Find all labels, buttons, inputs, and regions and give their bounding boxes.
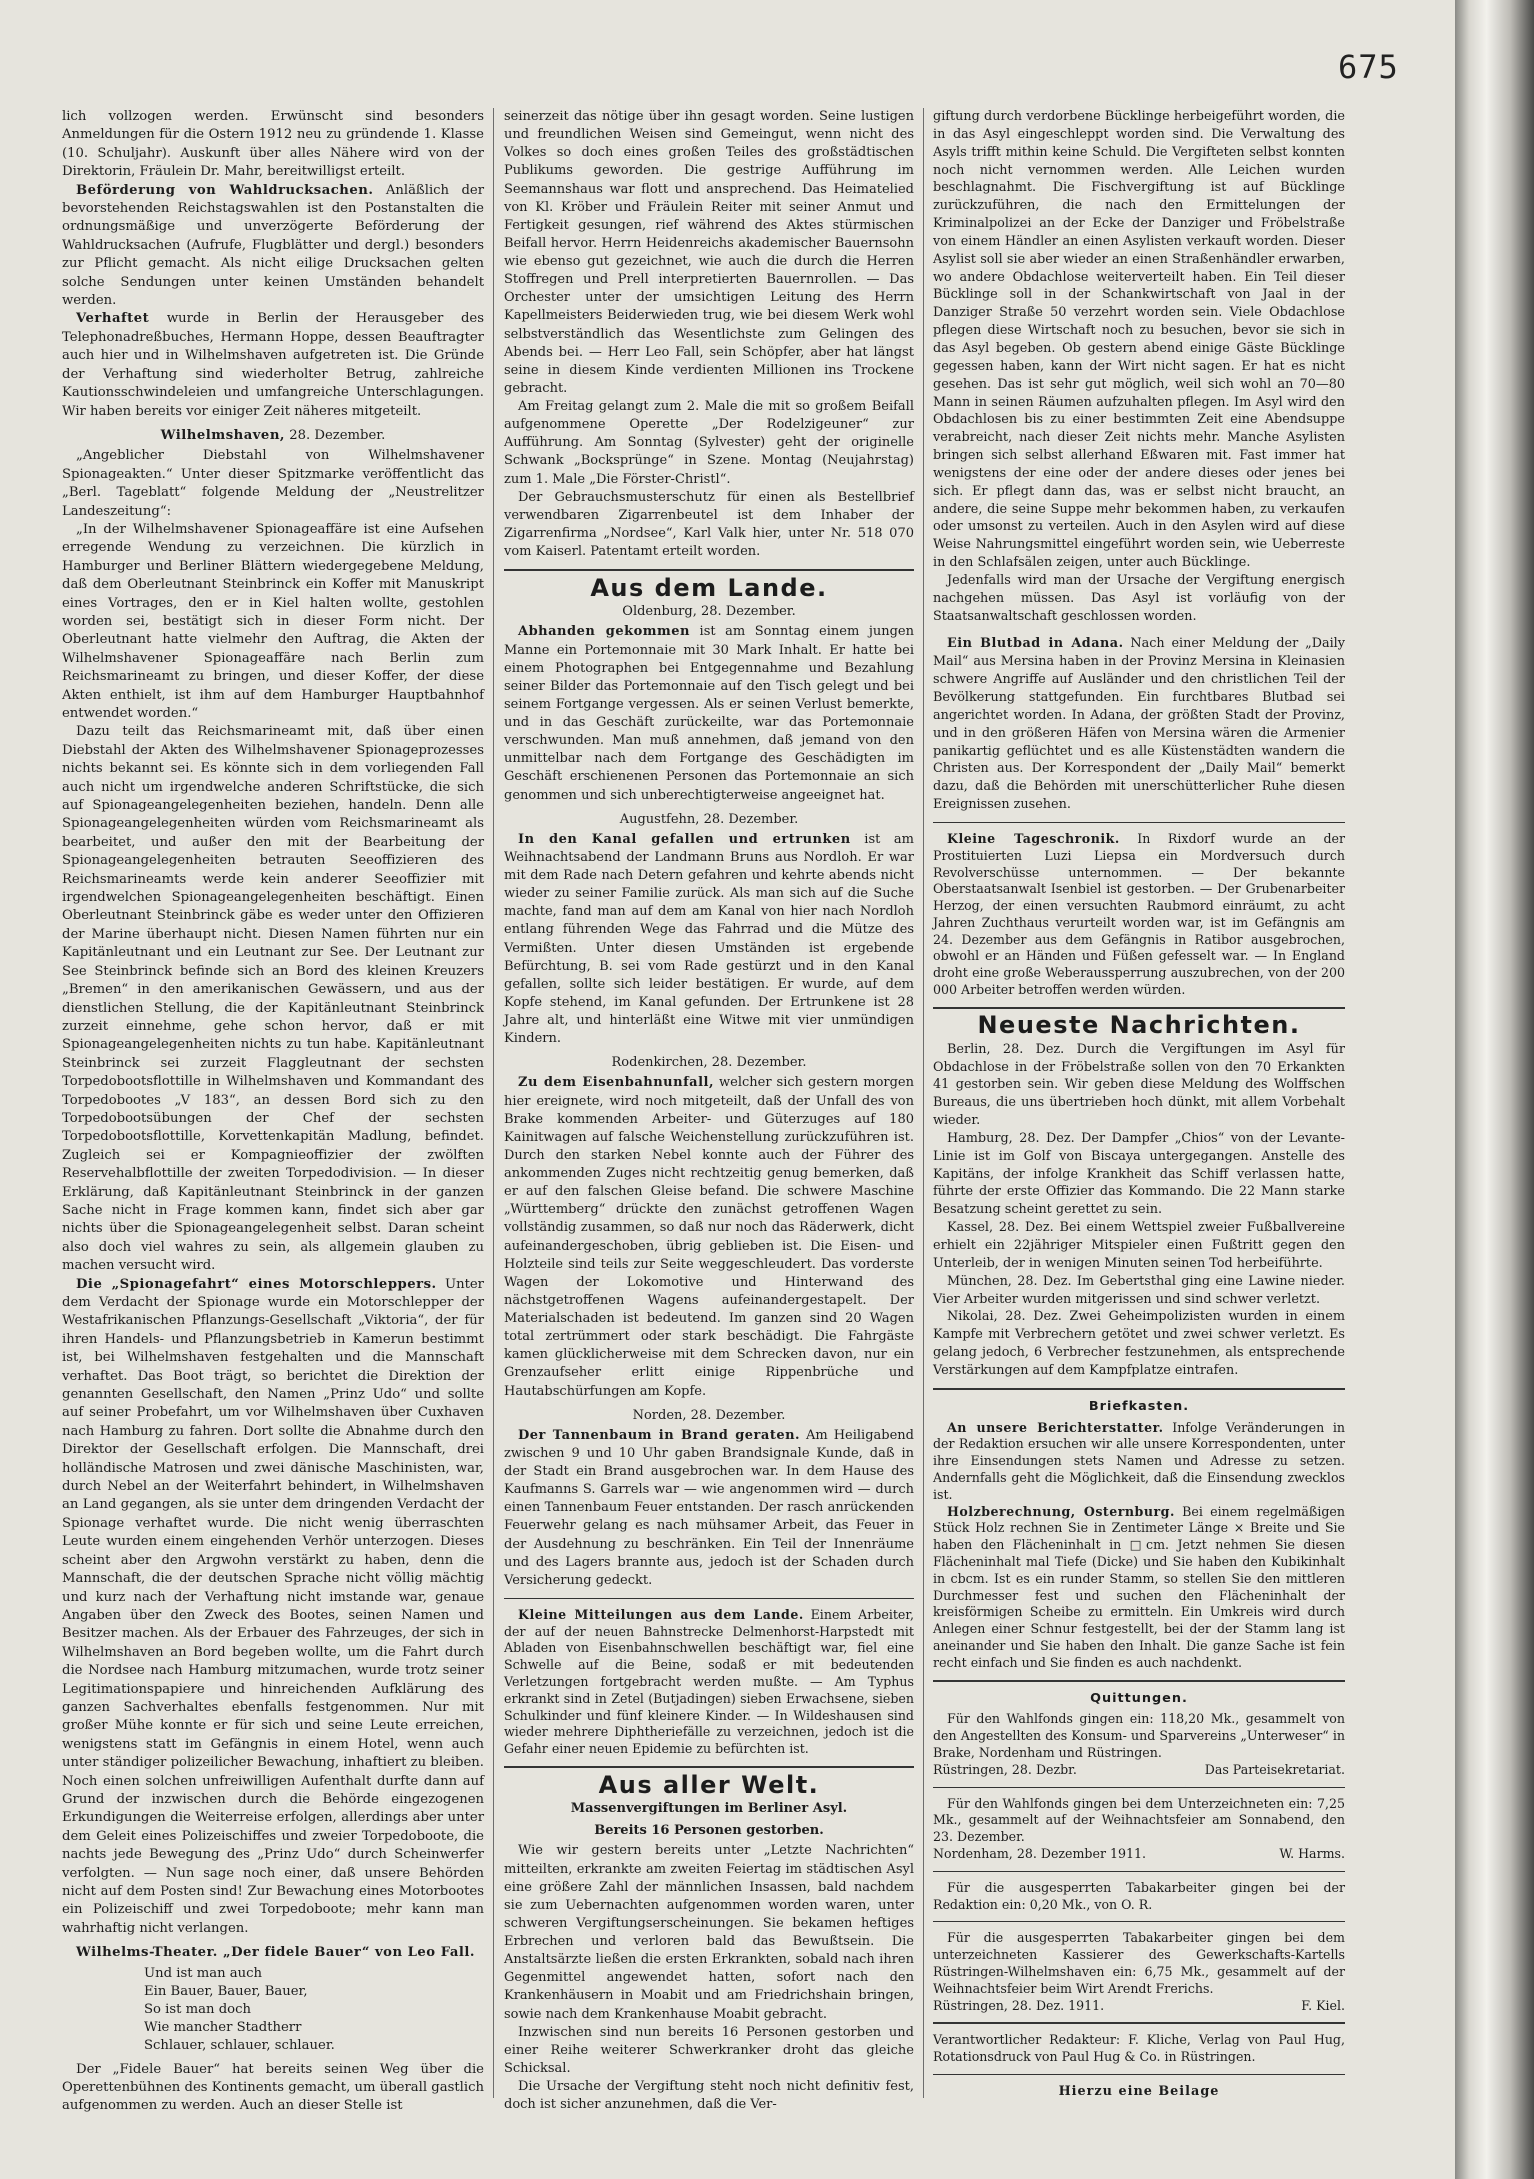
article-paragraph: Dazu teilt das Reichsmarineamt mit, daß über einen Diebstahl der Akten des Wilhelmshavener Spionageprozesses nichts bekannt sei. Es könnte sich in dem vorliegenden Fall auch nicht um irgendwelche anderen Schriftstücke, die sich auf Spionageangelegenheiten beziehen, handeln. Denn alle Spionageangelegenheiten würden vom Reichsmarineamt als bearbeitet, und außer den mit der Bearbeitung der Spionageangelegenheiten betrauten Seeoffizieren des Reichsmarineamts werde kein anderer Seeoffizier mit irgendwelchen Spionageangelegenheiten beschäftigt. Einen Oberleutnant Steinbrinck gäbe es weder unter den Offizieren der Marine überhaupt nicht. Diesen Namen führten nur ein Kapitänleutnant und ein Leutnant zur See. Der Leutnant zur See Steinbrinck befinde sich an Bord des kleinen Kreuzers „Bremen“ in den amerikanischen Gewässern, und aus der dienstlichen Stellung, die der Kapitänleutnant Steinbrinck zurzeit einnehme, gehe schon hervor, daß er mit Spionageangelegenheiten nichts zu tun habe. Kapitänleutnant Steinbrinck sei zurzeit Flaggleutnant der sechsten Torpedobootsflottille in Wilhelmshaven und Kommandant des Torpedobootes „V 183“, an dessen Bord sich zu den Torpedobootsübungen der Chef der sechsten Torpedobootsflottille, Korvettenkapitän Madlung, befindet. Zugleich sei er Kompagnieoffizier der zwölften Reservehalbflottille der zweiten Torpedodivision. — In dieser Erklärung, daß Kapitänleutnant Steinbrinck in der ganzen Sache nicht in Frage kommen kann, findet sich aber gar nichts über die Spionageangelegenheit selbst. Daran scheint also doch viel wahres zu sein, als allgemein glauben zu machen versucht wird. [62, 724, 484, 1274]
signature-name: Das Parteisekretariat. [1204, 1761, 1345, 1777]
verse-line: Ein Bauer, Bauer, Bauer, [144, 1983, 308, 1999]
signature-place: Nordenham, 28. Dezember 1911. [933, 1845, 1147, 1861]
article-text: Unter dem Verdacht der Spionage wurde ein Motorschlepper der Westafrikanischen Pflanzungs-Gesellschaft „Viktoria“, der für ihren Handels- und Pflanzungsbetrieb in Kamerun bestimmt ist, bei Wilhelmshaven festgehalten und die Mannschaft verhaftet. Das Boot trägt, so berichtet die Direktion der genannten Gesellschaft, den Namen „Prinz Udo“ und sollte auf seiner Probefahrt, um vor Wilhelmshaven über Cuxhaven nach Hamburg zu fahren. Dort sollte die Abnahme durch den Direktor der Gesellschaft erfolgen. Die Mannschaft, drei holländische Matrosen und zwei dänische Maschinisten, war, durch Nebel an der Weiterfahrt behindert, in Wilhelmshaven an Land gegangen, als sie unter dem dringenden Verdacht der Spionage verhaftet wurde. Die nicht wenig überraschten Leute wurden einem eingehenden Verhör unterzogen. Dieses scheint aber den Argwohn verstärkt zu haben, denn die Mannschaft, die der deutschen Sprache nicht völlig mächtig und kurz nach der Verhaftung nicht imstande war, genaue Angaben über den Zweck des Bootes, seinen Namen und Besitzer machen. Als der Erbauer des Fahrzeuges, der sich in Wilhelmshaven an Bord begeben wollte, um die Fahrt durch die Nordsee nach Hamburg mitzumachen, wurde trotz seiner Legitimationspapiere und hinreichenden Aufklärung des ganzen Sachverhaltes ebenfalls festgenommen. Nur mit großer Mühe konnte er für sich und seine Leute erreichen, wenigstens statt im Gefängnis in einem Hotel, wenn auch unter ständiger polizeilicher Bewachung, inhaftiert zu bleiben. Noch einen solchen unfreiwilligen Aufenthalt durfte dann auf Grund der inzwischen durch die Behörde eingezogenen Erkundigungen die Weiterreise erfolgen, allerdings aber unter dem Geleit eines Polizeischiffes und zweier Torpedoboote, die nachts jede Bewegung des „Prinz Udo“ durch Scheinwerfer verfolgten. — Nun sage noch einer, daß unsere Behörden nicht auf dem Posten sind! Zur Bewachung eines Motorbootes ein Polizeischiff und zwei Torpedoboote; mehr kann man wahrhaftig nicht verlangen. [62, 1276, 484, 1936]
article-paragraph: giftung durch verdorbene Bücklinge herbeigeführt worden, die in das Asyl eingeschleppt worden sind. Die Verwaltung des Asyls trifft mithin keine Schuld. Die Vergifteten selbst konnten noch nicht vernommen werden. Alle Leichen wurden beschlagnahmt. Die Fischvergiftung ist auf Bücklinge zurückzuführen, die nach den Ermittelungen der Kriminalpolizei an der Ecke der Danziger und Fröbelstraße von einem Händler an einen Asylisten verkauft worden. Dieser Asylist soll sie aber wieder an einen Straßenhändler erwarben, wo andere Obdachlose weiterverteilt haben. Ein Teil dieser Bücklinge soll in der Schankwirtschaft von Jaal in der Danziger Straße 50 verzehrt worden sein. Viele Obdachlose pflegen diese Wirtschaft noch zu besuchen, bevor sie sich in das Asyl begeben. Ob gestern abend einige Gäste Bücklinge gegessen haben, kann der Wirt nicht sagen. Er hat es nicht gesehen. Das ist sehr gut möglich, weil sich wohl an 70—80 Mann in seinen Räumen aufzuhalten pflegen. Im Asyl wird den Obdachlosen bis zu einer bestimmten Zeit eine Abendsuppe verabreicht, nach dieser Zeit nichts mehr. Manche Asylisten bringen sich selbst allerhand Eßwaren mit. Fast immer hat wenigstens der eine oder der andere dieses oder jenes bei sich. Er pflegt dann das, was er selbst nicht braucht, an andere, die seine Suppe mehr bekommen haben, zu verkaufen oder umsonst zu verteilen. Auch in den Asylen wird auf diese Weise Nahrungsmittel eingeführt worden sein, wie Ueberreste in den Schlafsälen zeigen, unter auch Bücklinge. [933, 109, 1345, 571]
section-divider [933, 1871, 1345, 1872]
section-divider [933, 1007, 1345, 1009]
article-lead: An unsere Berichterstatter. [947, 1419, 1164, 1435]
article-lead: Zu dem Eisenbahnunfall, [518, 1075, 714, 1091]
article-paragraph: Wie wir gestern bereits unter „Letzte Nachrichten“ mitteilten, erkrankte am zweiten Feiertag im städtischen Asyl eine größere Zahl der männlichen Insassen, bald nachdem sie zum Uebernachten aufgenommen worden waren, unter schweren Vergiftungserscheinungen. Sie bekamen heftiges Erbrechen und verloren bald das Bewußtsein. Die Anstaltsärzte ließen die ersten Erkrankten, sobald nach ihren Gegenmittel angewendet hatten, sofort nach den Krankenhäusern in Moabit und am Friedrichshain bringen, sowie nach dem Krankenhause Moabit gebracht. [504, 1843, 914, 2022]
article-lead: Die „Spionagefahrt“ eines Motorschleppers. [76, 1276, 437, 1292]
signature-place: Rüstringen, 28. Dezbr. [933, 1761, 1077, 1777]
section-heading: Neueste Nachrichten. [977, 1010, 1301, 1039]
dateline: Rodenkirchen, 28. Dezember. [611, 1055, 807, 1071]
dateline: Augustfehn, 28. Dezember. [619, 811, 799, 827]
article-headline: Massenvergiftungen im Berliner Asyl. [570, 1801, 848, 1817]
verse-line: Schlauer, schlauer, schlauer. [144, 2037, 335, 2053]
receipt-signature [933, 1846, 1345, 1863]
article-lead: Der Tannenbaum in Brand geraten. [518, 1427, 801, 1443]
article-lead: Holzberechnung, Osternburg. [947, 1503, 1175, 1519]
article-text: wurde in Berlin der Herausgeber des Telephonadreßbuches, Hermann Hoppe, dessen Beauftragter auch hier und in Wilhelmshaven aufgetreten ist. Die Gründe der Verhaftung sind wiederholter Betrug, zahlreiche Kautionsschwindeleien und umfangreiche Unterschlagungen. Wir haben bereits vor einiger Zeit näheres mitgeteilt. [62, 311, 484, 419]
article-paragraph [62, 182, 484, 311]
briefkasten-heading: Briefkasten. [1088, 1398, 1190, 1414]
article-paragraph [504, 1427, 914, 1590]
article-lead: Beförderung von Wahldrucksachen. [76, 182, 374, 198]
section-divider [933, 1921, 1345, 1922]
verse-line: So ist man doch [144, 2001, 251, 2017]
article-lead: Abhanden gekommen [518, 624, 691, 640]
article-paragraph [504, 831, 914, 1049]
article-paragraph: Am Freitag gelangt zum 2. Male die mit so großem Beifall aufgenommene Operette „Der Rodelzigeuner“ zur Aufführung. Am Sonntag (Sylvester) geht der originelle Schwank „Bocksprünge“ in Szene. Montag (Neujahrstag) zum 1. Male „Die Förster-Christl“. [504, 399, 914, 487]
section-divider [933, 1787, 1345, 1788]
article-text: welcher sich gestern morgen hier ereignete, wird noch mitgeteilt, daß der Unfall des von Brake kommenden Arbeiter- und Güterzuges auf 180 Kainitwagen auf falsche Weichenstellung zurückzuführen ist. Durch den starken Nebel konnte auch der Führer des ankommenden Zuges nicht rechtzeitig genug bemerken, daß er auf den falschen Gleise befand. Die schwere Maschine „Württemberg“ drückte den zunächst getroffenen Wagen vollständig zusammen, so daß nur noch das Räderwerk, dicht aufeinandergeschoben, übrig geblieben ist. Die Eisen- und Holzteile sind teils zur Seite weggeschleudert. Das vorderste Wagen der Lokomotive und Hinterwand des nächstgetroffenen Wagens aufeinandergestapelt. Der Materialschaden ist bedeutend. Im ganzen sind 20 Wagen total zertrümmert oder stark beschädigt. Die Fahrgäste kamen glücklicherweise mit dem Schrecken davon, nur ein Grenzaufseher erlitt einige Rippenbrüche und Hautabschürfungen am Kopfe. [504, 1075, 914, 1399]
article-paragraph: lich vollzogen werden. Erwünscht sind besonders Anmeldungen für die Ostern 1912 neu zu gründende 1. Klasse (10. Schuljahr). Auskunft über alles Nähere wird von der Direktorin, Fräulein Dr. Mahr, bereitwilligst erteilt. [62, 109, 484, 180]
section-divider [504, 1766, 914, 1768]
section-heading: Aus dem Lande. [590, 574, 828, 603]
signature-name: W. Harms. [1279, 1845, 1345, 1861]
article-paragraph: Der „Fidele Bauer“ hat bereits seinen Weg über die Operettenbühnen des Kontinents gemacht, um überall gastlich aufgenommen zu werden. Auch an dieser Stelle ist [62, 2061, 484, 2114]
article-subheadline: Bereits 16 Personen gestorben. [594, 1823, 824, 1839]
section-heading: Aus aller Welt. [598, 1771, 820, 1800]
article-paragraph [933, 635, 1345, 813]
briefkasten-item [933, 1420, 1345, 1504]
article-text: ist am Sonntag einem jungen Manne ein Portemonnaie mit 30 Mark Inhalt. Er hatte bei einem Photographen bei Entgegennahme und Bezahlung seiner Bilder das Portemonnaie auf den Tisch gelegt und bei seinem Fortgange vergessen. Als er seinen Verlust bemerkte, und in das Geschäft zurückeilte, war das Portemonnaie verschwunden. Man muß annehmen, daß jemand von den unmittelbar nach dem Fortgange des Geschädigten im Geschäft erschienenen Personen das Portemonnaie an sich genommen und sich unberechtigterweise angeeignet hat. [504, 624, 914, 803]
article-text: Infolge Veränderungen in der Redaktion ersuchen wir alle unsere Korrespondenten, unter ihre Einsendungen stets Namen und Adresse zu setzen. Andernfalls geht die Möglichkeit, daß die Einsendung zwecklos ist. [933, 1419, 1345, 1502]
article-text: Nach einer Meldung der „Daily Mail“ aus Mersina haben in der Provinz Mersina in Kleinasien schwere Angriffe auf Ausländer und den christlichen Teil der Bevölkerung stattgefunden. Ein furchtbares Blutbad sei angerichtet worden. In Adana, der größten Stadt der Provinz, und in den größeren Häfen von Mersina wären die Armenier panikartig geflüchtet und es alle Küstenstädten wandern die Christen aus. Der Korrespondent der „Daily Mail“ bemerkt dazu, daß die Behörden mit unerschütterlicher Ruhe diesen Ereignissen zusehen. [933, 636, 1345, 813]
article-text: Am Heiligabend zwischen 9 und 10 Uhr gaben Brandsignale Kunde, daß in der Stadt ein Brand ausgebrochen war. In dem Hause des Kaufmanns S. Garrels war — wie angenommen wird — durch einen Tannenbaum Feuer entstanden. Der rasch anrückenden Feuerwehr gelang es nach mühsamer Arbeit, das Feuer in der Ausdehnung zu beschränken. Ein Teil der Innenräume und des Lagers brannte aus, jedoch ist der Schaden durch Versicherung gedeckt. [504, 1427, 914, 1588]
news-item: Berlin, 28. Dez. Durch die Vergiftungen im Asyl für Obdachlose in der Fröbelstraße sollen von den 70 Erkankten 41 gestorben sein. Wir geben diese Meldung des Wolffschen Bureaus, die uns übertrieben hoch dünkt, mit allem Vorbehalt wieder. [933, 1041, 1345, 1129]
article-paragraph [504, 623, 914, 804]
article-paragraph: Inzwischen sind nun bereits 16 Personen gestorben und einer Reihe weiterer Schwerkranker droht das gleiche Schicksal. [504, 2024, 914, 2076]
column-3 [933, 108, 1345, 2101]
book-binding-edge [1455, 0, 1534, 2179]
article-text: Anläßlich der bevorstehenden Reichstagswahlen ist den Postanstalten die ordnungsmäßige und unverzögerte Beförderung der Wahldrucksachen (Aufrufe, Flugblätter und dergl.) besonders zur Pflicht gemacht. Als nicht eilige Drucksachen gelten solche Sendungen unter keinen Umständen behandelt werden. [62, 182, 484, 309]
receipt-item: Für die ausgesperrten Tabakarbeiter gingen bei der Redaktion ein: 0,20 Mk., von O. R. [933, 1879, 1345, 1912]
column-rule [923, 108, 924, 2098]
article-lead: Wilhelms-Theater. [76, 1945, 218, 1961]
article-text: ist am Weihnachtsabend der Landmann Bruns aus Nordloh. Er war mit dem Rade nach Detern gefahren und kehrte abends nicht wieder zu seiner Familie zurück. Als man sich auf die Suche machte, fand man auf dem am Kanal von hier nach Nordloh entlang führenden Wege das Fahrrad und die Mütze des Vermißten. Unter diesen Umständen ist ergebende Befürchtung, B. sei vom Rade gestürzt und in den Kanal gefallen, sollte sich leider bestätigen. Er wurde, auf dem Kopfe stehend, im Kanal gefunden. Der Ertrunkene ist 28 Jahre alt, und hinterläßt eine Witwe mit vier unmündigen Kindern. [504, 831, 914, 1047]
news-item: Hamburg, 28. Dez. Der Dampfer „Chios“ von der Levante-Linie ist im Golf von Biscaya untergegangen. Anstelle des Kapitäns, der infolge Krankheit das Schiff verlassen hatte, führte der erste Offizier das Kommando. Die 22 Mann starke Besatzung scheint gerettet zu sein. [933, 1130, 1345, 1218]
signature-name: F. Kiel. [1301, 1997, 1345, 2013]
section-divider [933, 1680, 1345, 1682]
column-1 [62, 108, 484, 2116]
article-paragraph [62, 1944, 484, 1962]
section-divider [933, 1388, 1345, 1390]
article-paragraph: Jedenfalls wird man der Ursache der Vergiftung energisch nachgehen müssen. Das Asyl ist vorläufig von der Staatsanwaltschaft geschlossen worden. [933, 572, 1345, 624]
column-rule [493, 108, 494, 2098]
receipt-signature [933, 1762, 1345, 1779]
article-lead: Verhaftet [76, 311, 150, 327]
article-text: Einem Arbeiter, der auf der neuen Bahnstrecke Delmenhorst-Harpstedt mit Abladen von Eisenbahnschwellen beschäftigt war, fiel eine Schwelle auf die Beine, sodaß er mit bedeutenden Verletzungen fortgebracht werden mußte. — Am Typhus erkrankt sind in Zetel (Butjadingen) sieben Erwachsene, sieben Schulkinder und fünf kleinere Kinder. — In Wildeshausen sind wieder mehrere Diphtheriefälle zu verzeichnen, jedoch ist die Gefahr einer neuen Epidemie zu befürchten ist. [504, 1606, 914, 1757]
small-notice [504, 1607, 914, 1758]
receipt-item: Für den Wahlfonds gingen ein: 118,20 Mk., gesammelt von den Angestellten des Konsum- und Sparvereins „Unterweser“ in Brake, Nordenham und Rüstringen. [933, 1711, 1345, 1760]
verse-line: Und ist man auch [144, 1965, 263, 1981]
article-paragraph: Der Gebrauchsmusterschutz für einen als Bestellbrief verwendbaren Zigarrenbeutel ist dem Inhaber der Zigarrenfirma „Nordsee“, Karl Valk hier, unter Nr. 518 070 vom Kaiserl. Patentamt erteilt worden. [504, 489, 914, 559]
article-paragraph: „Angeblicher Diebstahl von Wilhelmshavener Spionageakten.“ Unter dieser Spitzmarke veröffentlicht das „Berl. Tageblatt“ folgende Meldung der „Neustrelitzer Landeszeitung“: [62, 448, 484, 519]
dateline [62, 427, 484, 445]
page-number: 675 [1338, 48, 1399, 86]
receipt-signature [933, 1998, 1345, 2015]
quittungen-heading: Quittungen. [1090, 1690, 1188, 1706]
receipt-item: Für die ausgesperrten Tabakarbeiter gingen bei dem unterzeichneten Kassierer des Gewerkschafts-Kartells Rüstringen-Wilhelmshaven ein: 6,75 Mk., gesammelt auf der Weihnachtsfeier beim Wirt Arendt Frerichs. [933, 1930, 1345, 1996]
section-divider [933, 822, 1345, 823]
news-item: Nikolai, 28. Dez. Zwei Geheimpolizisten wurden in einem Kampfe mit Verbrechern getötet und zwei schwer verletzt. Es gelang jedoch, 6 Verbrecher festzunehmen, als entsprechende Verstärkungen auf dem Kampfplatze eintrafen. [933, 1309, 1345, 1378]
article-paragraph: Die Ursache der Vergiftung steht noch nicht definitiv fest, doch ist sicher anzunehmen, daß die Ver- [504, 2079, 914, 2113]
news-item: München, 28. Dez. Im Gebertsthal ging eine Lawine nieder. Vier Arbeiter wurden mitgerissen und sind schwer verletzt. [933, 1273, 1345, 1307]
article-paragraph [62, 1276, 484, 1939]
article-text: „Der fidele Bauer“ von Leo Fall. [217, 1945, 475, 1961]
article-lead: In den Kanal gefallen und ertrunken [518, 831, 851, 847]
dateline-place: Wilhelmshaven, [160, 427, 286, 443]
section-divider [504, 1598, 914, 1599]
small-notice [933, 831, 1345, 999]
column-2 [504, 108, 914, 2114]
receipt-item: Für den Wahlfonds gingen bei dem Unterzeichneten ein: 7,25 Mk., gesammelt auf der Weihnachtsfeier am Sonnabend, den 23. Dezember. [933, 1795, 1345, 1845]
dateline-date: 28. Dezember. [285, 427, 386, 443]
article-paragraph [504, 1074, 914, 1400]
article-lead: Kleine Tageschronik. [947, 830, 1120, 846]
verse [144, 1965, 484, 2055]
section-divider [504, 569, 914, 571]
article-lead: Kleine Mitteilungen aus dem Lande. [518, 1606, 804, 1622]
article-paragraph [62, 310, 484, 420]
article-text: Bei einem regelmäßigen Stück Holz rechnen Sie in Zentimeter Länge × Breite und Sie haben den Flächeninhalt in □cm. Jetzt nehmen Sie diesen Flächeninhalt mal Tiefe (Dicke) und Sie haben den Kubikinhalt in cbcm. Ist es ein runder Stamm, so stellen Sie den mittleren Durchmesser fest und suchen den Flächeninhalt der kreisförmigen Scheibe zu ermitteln. Ein Umkreis wird durch Anlegen einer Schnur festgestellt, bei der der Stamm lang ist aneinander und Sie haben den Inhalt. Die ganze Sache ist fein recht einfach und Sie finden es auch nachdenkt. [933, 1503, 1345, 1670]
supplement-notice: Hierzu eine Beilage [1058, 2083, 1220, 2099]
briefkasten-item [933, 1504, 1345, 1672]
article-lead: Ein Blutbad in Adana. [947, 636, 1124, 652]
section-divider [933, 2022, 1345, 2024]
dateline: Norden, 28. Dezember. [632, 1407, 786, 1423]
article-text: In Rixdorf wurde an der Prostituierten Luzi Liepsa ein Mordversuch durch Revolverschüsse unternommen. — Der bekannte Oberstaatsanwalt Isenbiel ist gestorben. — Der Grubenarbeiter Herzog, der einen versuchten Raubmord einräumt, zu acht Jahren Zuchthaus verurteilt worden war, ist im Gefängnis am 24. Dezember aus dem Gefängnis in Ratibor ausgebrochen, obwohl er an Händen und Füßen gefesselt war. — In England droht eine große Weberaussperrung auszubrechen, von der 200 000 Arbeiter betroffen werden würden. [933, 830, 1345, 998]
dateline: Oldenburg, 28. Dezember. [622, 604, 796, 620]
article-paragraph: „In der Wilhelmshavener Spionageaffäre ist eine Aufsehen erregende Wendung zu verzeichnen. Die kürzlich in Hamburger und Berliner Blättern wiedergegebene Meldung, daß dem Oberleutnant Steinbrinck ein Koffer mit Manuskript eines Vortrages, den er in Kiel halten wollte, gestohlen worden sei, bestätigt sich in dieser Form nicht. Der Oberleutnant hatte vielmehr den Auftrag, die Akten der Wilhelmshavener Spionageaffäre nach Berlin zum Reichsmarineamt zu bringen, und dieser Koffer, der diese Akten enthielt, ist ihm auf dem Hamburger Hauptbahnhof entwendet worden.“ [62, 521, 484, 721]
news-item: Kassel, 28. Dez. Bei einem Wettspiel zweier Fußballvereine erhielt ein 22jähriger Mitspieler einen Fußtritt gegen den Unterleib, der in wenigen Minuten seinen Tod herbeiführte. [933, 1220, 1345, 1271]
imprint: Verantwortlicher Redakteur: F. Kliche, Verlag von Paul Hug, Rotationsdruck von Paul Hug & Co. in Rüstringen. [933, 2032, 1345, 2065]
section-divider [933, 2074, 1345, 2075]
article-paragraph: seinerzeit das nötige über ihn gesagt worden. Seine lustigen und freundlichen Weisen sind Gemeingut, wenn nicht des Volkes so doch eines großen Teiles des großstädtischen Publikums geworden. Die gestrige Aufführung im Seemannshaus war flott und ansprechend. Das Heimatelied von Kl. Kröber und Fräulein Reiter mit seiner Anmut und Fertigkeit gesungen, rief während des Aktes stürmischen Beifall hervor. Herrn Heidenreichs akademischer Bauernsohn wie ebenso gut gezeichnet, wie auch die durch die Herren Stoffregen und Prell interpretierten Bauernrollen. — Das Orchester unter der umsichtigen Leitung des Herrn Kapellmeisters Beiderwieden trug, wie bei diesem Werk wohl selbstverständlich das Wesentlichste zum Gelingen des Abends bei. — Herr Leo Fall, sein Schöpfer, aber hat längst seine in diesem Kinde verdienten Millionen ins Trockene gebracht. [504, 109, 914, 396]
verse-line: Wie mancher Stadtherr [144, 2019, 302, 2035]
signature-place: Rüstringen, 28. Dez. 1911. [933, 1997, 1105, 2013]
